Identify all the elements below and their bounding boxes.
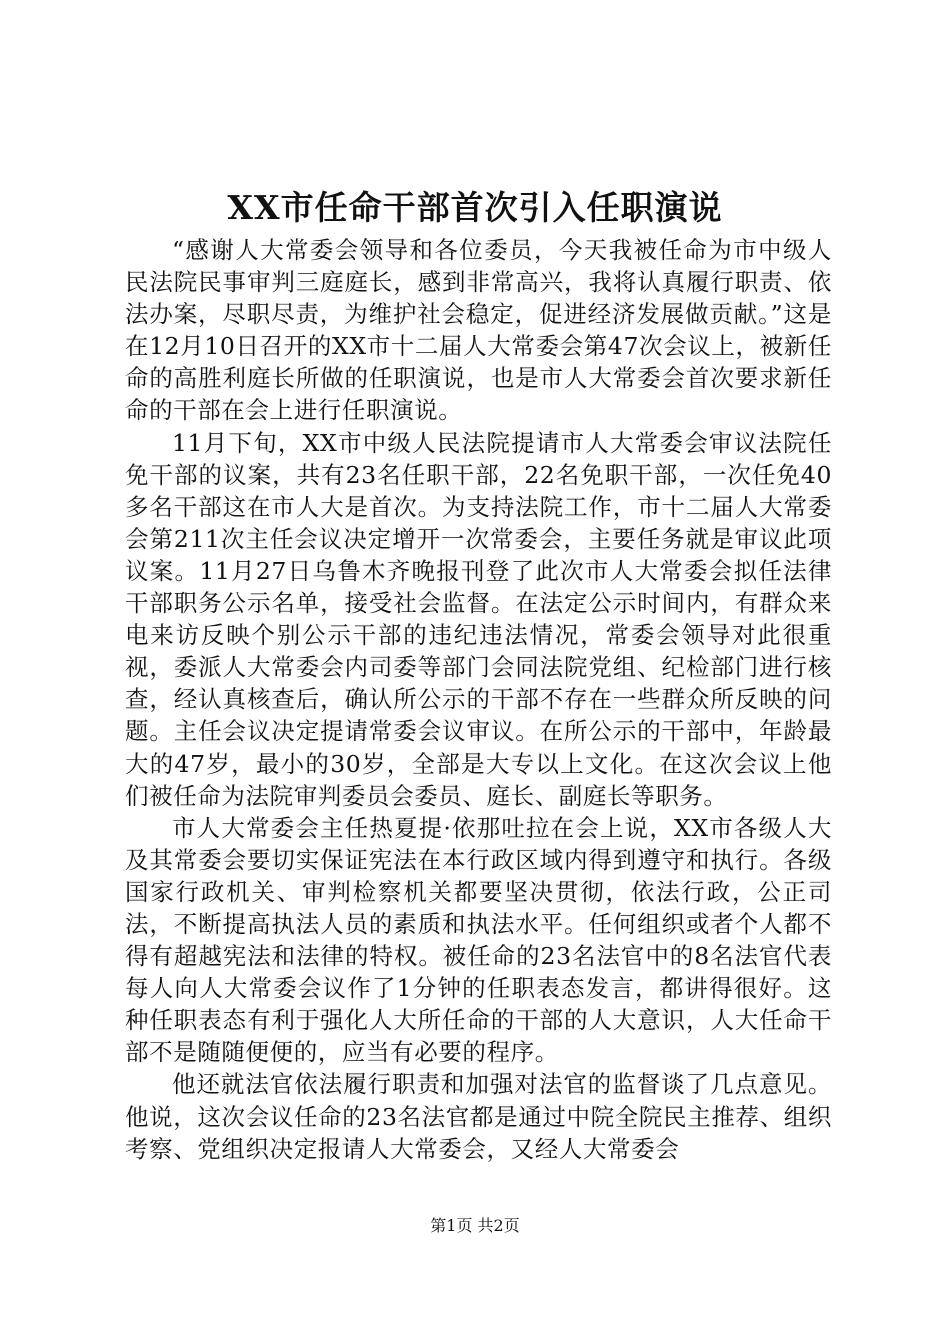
document-title: XX市任命干部首次引入任职演说 [227, 188, 723, 227]
paragraph-2: 11月下旬，XX市中级人民法院提请市人大常委会审议法院任免干部的议案，共有23名任职干部，22名免职干部，一次任免40多名干部这在市人大是首次。为支持法院工作，市十二届人大常委会第211次主任会议决定增开一次常委会，主要任务就是审议此项议案。11月27日乌鲁木齐晚报刊登了此次市人大常委会拟任法律干部职务公示名单，接受社会监督。在法定公示时间内，有群众来电来访反映个别公示干部的违纪违法情况，常委会领导对此很重视，委派人大常委会内司委等部门会同法院党组、纪检部门进行核查，经认真核查后，确认所公示的干部不存在一些群众所反映的问题。主任会议决定提请常委会议审议。在所公示的干部中，年龄最大的47岁，最小的30岁，全部是大专以上文化。在这次会议上他们被任命为法院审判委员会委员、庭长、副庭长等职务。 [125, 428, 832, 810]
paragraph-4: 他还就法官依法履行职责和加强对法官的监督谈了几点意见。他说，这次会议任命的23名法官都是通过中院全院民主推荐、组织考察、党组织决定报请人大常委会，又经人大常委会 [125, 1070, 832, 1163]
paragraph-3: 市人大常委会主任热夏提·依那吐拉在会上说，XX市各级人大及其常委会要切实保证宪法在本行政区域内得到遵守和执行。各级国家行政机关、审判检察机关都要坚决贯彻，依法行政，公正司法，不断提高执法人员的素质和执法水平。任何组织或者个人都不得有超越宪法和法律的特权。被任命的23名法官中的8名法官代表每人向人大常委会议作了1分钟的任职表态发言，都讲得很好。这种任职表态有利于强化人大所任命的干部的人大意识，人大任命干部不是随随便便的，应当有必要的程序。 [125, 813, 832, 1067]
paragraph-1: “感谢人大常委会领导和各位委员，今天我被任命为市中级人民法院民事审判三庭庭长，感到非常高兴，我将认真履行职责、依法办案，尽职尽责，为维护社会稳定，促进经济发展做贡献。”这是在12月10日召开的XX市十二届人大常委会第47次会议上，被新任命的高胜利庭长所做的任职演说，也是市人大常委会首次要求新任命的干部在会上进行任职演说。 [125, 236, 832, 425]
document-body [125, 234, 832, 1165]
page-number-footer: 第1页 共2页 [430, 1216, 520, 1235]
